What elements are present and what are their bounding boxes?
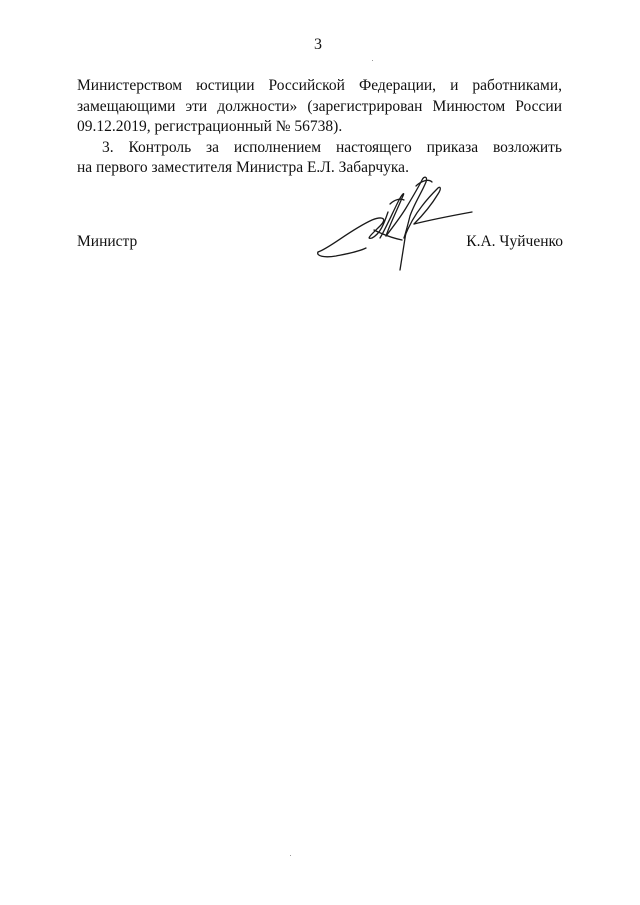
document-body <box>77 76 562 179</box>
signer-name: К.А. Чуйченко <box>466 233 563 250</box>
body-line-3: 09.12.2019, регистрационный № 56738). <box>77 118 343 135</box>
page-number: 3 <box>314 36 322 53</box>
body-line-1: Министерством юстиции Российской Федерации, и работниками, <box>77 77 562 94</box>
paragraph-3-line-2: на первого заместителя Министра Е.Л. Забарчука. <box>77 159 409 176</box>
scan-speck <box>290 855 291 856</box>
handwritten-signature <box>310 168 480 273</box>
scan-speck <box>372 60 373 61</box>
signer-position-title: Министр <box>77 233 138 250</box>
body-line-2: замещающими эти должности» (зарегистрирован Минюстом России <box>77 97 562 115</box>
paragraph-3-line-1: 3. Контроль за исполнением настоящего приказа возложить <box>102 138 562 156</box>
